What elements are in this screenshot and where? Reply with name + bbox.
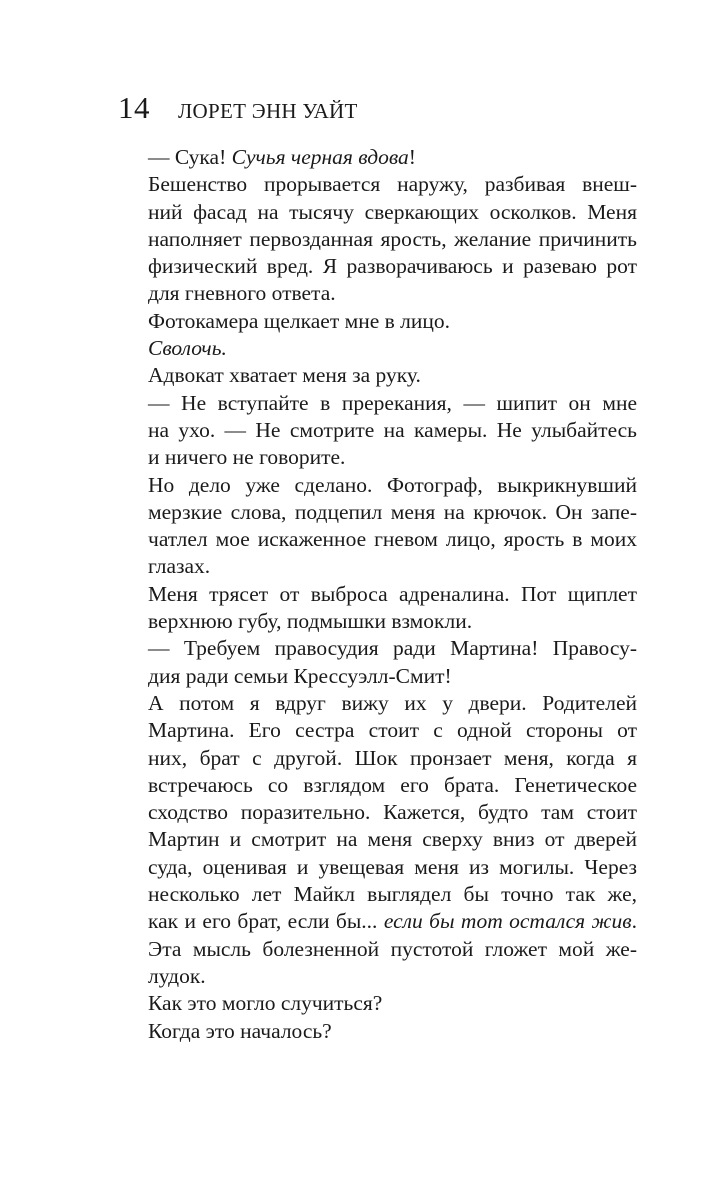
text-run: ! [408,145,416,169]
text-run: физический вред. Я разворачиваюсь и разеваю рот [148,254,637,279]
text-run: суда, оценивая и увещевая меня из могилы. Через [148,854,637,879]
text-run: Когда это началось? [148,1018,332,1043]
text-line [118,772,637,799]
text-line [118,553,637,580]
text-line [118,799,637,826]
text-line [118,444,637,471]
text-line [118,608,637,635]
italic-text: Сволочь. [148,336,227,361]
text-line [118,635,637,662]
text-line [118,826,637,853]
text-line [118,881,637,908]
paragraph [118,362,637,389]
text-run: Как это могло случиться? [148,991,383,1016]
paragraph [118,144,637,171]
running-title: ЛОРЕТ ЭНН УАЙТ [178,99,358,123]
text-line [118,936,637,963]
text-run: Меня трясет от выброса адреналина. Пот щиплет [148,581,637,606]
text-line [118,390,637,417]
text-run: для гневного ответа. [148,281,336,306]
text-run: сходство поразительно. Кажется, будто там стоит [148,800,637,825]
text-line [118,499,637,526]
text-run: — Не вступайте в пререкания, — шипит он мне [148,390,637,415]
text-run: на ухо. — Не смотрите на камеры. Не улыбайтесь [148,417,637,442]
paragraph [118,635,637,690]
text-run: . [631,909,637,934]
text-line [118,472,637,499]
text-line [118,280,637,307]
text-run: Фотокамера щелкает мне в лицо. [148,308,451,333]
text-line [118,417,637,444]
page-header [118,88,358,128]
paragraph [118,690,637,990]
text-line [118,144,637,171]
text-run: несколько лет Майкл выглядел бы точно так же, [148,882,637,907]
italic-text: если бы тот остался жив [383,909,632,934]
text-run: Бешенство прорывается наружу, разбивая внеш- [148,172,637,197]
text-run: и ничего не говорите. [148,445,346,470]
text-run: мерзкие слова, подцепил меня на крючок. Он запе- [148,499,637,524]
text-line [118,854,637,881]
paragraph [118,171,637,307]
text-run: Адвокат хватает меня за руку. [148,363,421,388]
text-run: Эта мысль болезненной пустотой гложет мой же- [148,936,637,961]
paragraph [118,335,637,362]
text-line [118,171,637,198]
text-line [118,526,637,553]
text-run: как и его брат, если бы... [148,909,384,934]
text-run: наполняет первозданная ярость, желание причинить [148,226,637,251]
text-line [118,335,637,362]
text-run: верхнюю губу, подмышки взмокли. [148,609,473,634]
paragraph [118,1018,637,1045]
text-run: ний фасад на тысячу сверкающих осколков. Меня [148,199,637,224]
paragraph [118,308,637,335]
text-run: чатлел мое искаженное гневом лицо, ярость в моих [148,527,637,552]
text-run: глазах. [148,554,211,579]
paragraph [118,390,637,472]
text-line [118,226,637,253]
text-line [118,581,637,608]
text-run: них, брат с другой. Шок пронзает меня, когда я [148,745,637,770]
paragraph [118,990,637,1017]
text-line [118,990,637,1017]
text-run: лудок. [148,963,206,988]
paragraph [118,472,637,581]
page-number: 14 [118,90,150,125]
text-run: Мартин и смотрит на меня сверху вниз от дверей [148,827,637,852]
text-line [118,663,637,690]
text-line [118,308,637,335]
text-run: Мартина. Его сестра стоит с одной стороны от [148,718,637,743]
text-line [118,690,637,717]
text-line [118,717,637,744]
text-line [118,199,637,226]
text-run: — Сука! [148,145,232,169]
paragraph [118,581,637,636]
text-line [118,253,637,280]
text-line [118,362,637,389]
text-line [118,908,637,935]
body-text [118,144,637,1045]
text-run: — Требуем правосудия ради Мартина! Правосу- [148,636,637,661]
text-run: А потом я вдруг вижу их у двери. Родителей [148,690,637,715]
text-line [118,963,637,990]
text-line [118,745,637,772]
text-line [118,1018,637,1045]
text-run: дия ради семьи Крессуэлл-Смит! [148,663,452,688]
italic-text: Сучья черная вдова [231,145,409,169]
text-run: Но дело уже сделано. Фотограф, выкрикнувший [148,472,637,497]
text-run: встречаюсь со взглядом его брата. Генетическое [148,772,637,797]
